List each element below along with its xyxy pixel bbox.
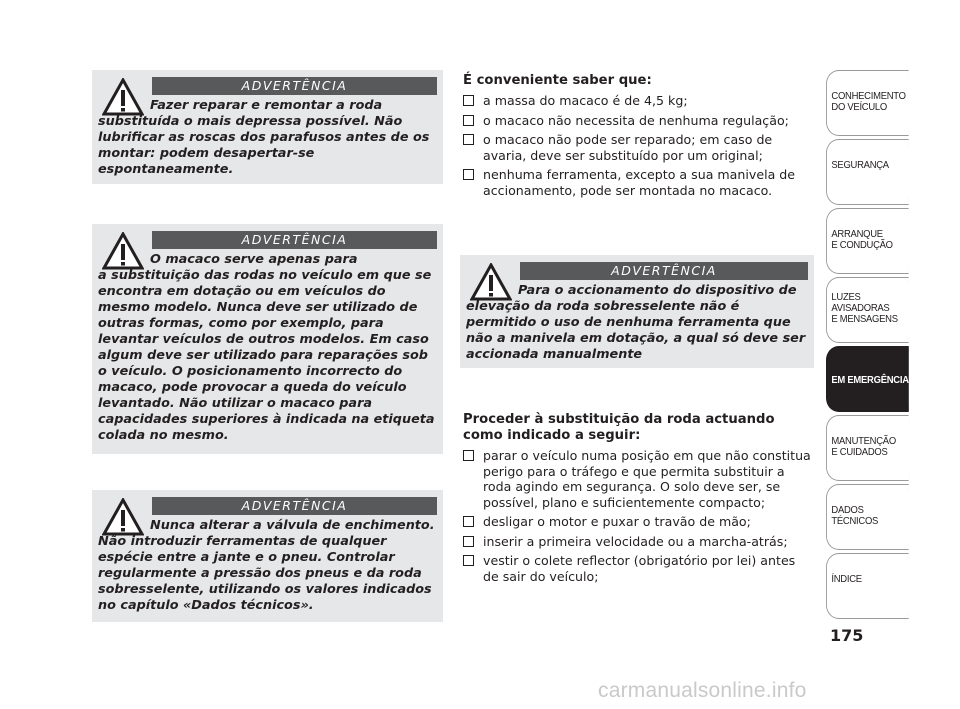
warning-text-rest: Não introduzir ferramentas de qualquer espécie entre a jante e o pneu. Controlar regularmente a pressão dos pneus e da roda sobresselente, utilizando os valores indicados no capítulo «Dados técnicos». bbox=[98, 534, 432, 613]
list-item bbox=[463, 132, 813, 163]
warning-label: ADVERTÊNCIA bbox=[152, 497, 437, 515]
checkbox-bullet-icon bbox=[463, 450, 474, 461]
warning-box bbox=[460, 255, 814, 368]
checkbox-bullet-icon bbox=[463, 555, 474, 566]
tab-label: SEGURANÇA bbox=[831, 159, 889, 171]
warning-label: ADVERTÊNCIA bbox=[152, 231, 437, 249]
list-item-text: o macaco não pode ser reparado; em caso de avaria, deve ser substituído por um original; bbox=[483, 132, 773, 163]
warning-text-rest: substituída o mais depressa possível. Não lubrificar as roscas dos parafusos antes de os montar: podem desapertar-se espontaneamente. bbox=[98, 114, 430, 177]
page-number: 175 bbox=[830, 626, 864, 645]
list-item bbox=[463, 514, 813, 530]
list-item bbox=[463, 93, 813, 109]
checkbox-bullet-icon bbox=[463, 536, 474, 547]
warning-label: ADVERTÊNCIA bbox=[152, 77, 437, 95]
info-section bbox=[463, 73, 813, 202]
list-item-text: o macaco não necessita de nenhuma regulação; bbox=[483, 112, 789, 128]
warning-text-first: O macaco serve apenas para bbox=[150, 252, 358, 267]
warning-box bbox=[92, 224, 443, 454]
warning-text-first: Para o accionamento do dispositivo de bbox=[518, 283, 797, 298]
tab-label: E CUIDADOS bbox=[831, 446, 888, 458]
tab-label: EM EMERGÊNCIA bbox=[831, 374, 909, 386]
list-item-text: nenhuma ferramenta, excepto a sua manivela de accionamento, pode ser montada no macaco. bbox=[483, 167, 796, 198]
tab-seguranca[interactable] bbox=[826, 139, 909, 205]
tab-label: DADOS bbox=[831, 504, 864, 516]
checkbox-bullet-icon bbox=[463, 516, 474, 527]
list-item-text: desligar o motor e puxar o travão de mão; bbox=[483, 514, 751, 529]
warning-text-first: Nunca alterar a válvula de enchimento. bbox=[150, 518, 435, 533]
checkbox-bullet-icon bbox=[463, 169, 474, 180]
bullet-list bbox=[463, 448, 813, 584]
tab-manutencao[interactable] bbox=[826, 415, 909, 481]
tab-conhecimento[interactable] bbox=[826, 70, 909, 136]
tab-arranque[interactable] bbox=[826, 208, 909, 274]
warning-label: ADVERTÊNCIA bbox=[520, 262, 808, 280]
tab-label: MANUTENÇÃO bbox=[831, 435, 896, 447]
list-item bbox=[463, 534, 813, 550]
tab-indice[interactable] bbox=[826, 553, 909, 619]
list-item-text: a massa do macaco é de 4,5 kg; bbox=[483, 93, 688, 108]
list-item bbox=[463, 553, 813, 584]
tab-label: E CONDUÇÃO bbox=[831, 239, 893, 251]
list-item-text: parar o veículo numa posição em que não constitua perigo para o tráfego e que permita substituir a roda agindo em segurança. O solo deve ser, se possível, plano e suficientemente compacto; bbox=[483, 448, 811, 510]
warning-text bbox=[466, 283, 810, 363]
tab-luzes[interactable] bbox=[826, 277, 909, 343]
tab-dados-tecnicos[interactable] bbox=[826, 484, 909, 550]
warning-text bbox=[98, 518, 438, 614]
bullet-list bbox=[463, 93, 813, 198]
section-heading: Proceder à substituição da roda actuando como indicado a seguir: bbox=[463, 412, 775, 443]
procedure-section bbox=[463, 412, 813, 588]
list-item bbox=[463, 167, 813, 198]
warning-box bbox=[92, 490, 443, 622]
warning-text-first: Fazer reparar e remontar a roda bbox=[150, 98, 383, 113]
tab-label: E MENSAGENS bbox=[831, 313, 898, 325]
warning-text-rest: elevação da roda sobresselente não é permitido o uso de nenhuma ferramenta que não a manivela em dotação, a qual só deve ser accionada manualmente bbox=[466, 299, 806, 362]
list-item-text: vestir o colete reflector (obrigatório por lei) antes de sair do veículo; bbox=[483, 553, 796, 584]
warning-text-rest: a substituição das rodas no veículo em que se encontra em dotação ou em veículos do mesmo modelo. Nunca deve ser utilizado de outras formas, como por exemplo, para levantar veículos de outros modelos. Em caso algum deve ser utilizado para reparações sob o veículo. O posicionamento incorrecto do macaco, pode provocar a queda do veículo levantado. Não utilizar o macaco para capacidades superiores à indicada na etiqueta colada no mesmo. bbox=[98, 268, 435, 443]
tab-label: ÍNDICE bbox=[831, 573, 862, 585]
tab-em-emergencia[interactable] bbox=[826, 346, 909, 412]
checkbox-bullet-icon bbox=[463, 134, 474, 145]
list-item bbox=[463, 448, 813, 510]
list-item bbox=[463, 113, 813, 129]
watermark: carmanualsonline.info bbox=[598, 679, 807, 702]
section-heading: É conveniente saber que: bbox=[463, 73, 652, 88]
tab-label: CONHECIMENTO bbox=[831, 90, 906, 102]
tab-label: TÉCNICOS bbox=[831, 515, 879, 527]
warning-text bbox=[98, 252, 438, 444]
list-item-text: inserir a primeira velocidade ou a marcha-atrás; bbox=[483, 533, 788, 549]
warning-box bbox=[92, 70, 443, 184]
tab-label: LUZES bbox=[831, 291, 861, 303]
tab-label: DO VEÍCULO bbox=[831, 101, 887, 113]
checkbox-bullet-icon bbox=[463, 115, 474, 126]
tab-label: ARRANQUE bbox=[831, 228, 883, 240]
tab-label: AVISADORAS bbox=[831, 302, 890, 314]
warning-text bbox=[98, 98, 438, 178]
checkbox-bullet-icon bbox=[463, 95, 474, 106]
